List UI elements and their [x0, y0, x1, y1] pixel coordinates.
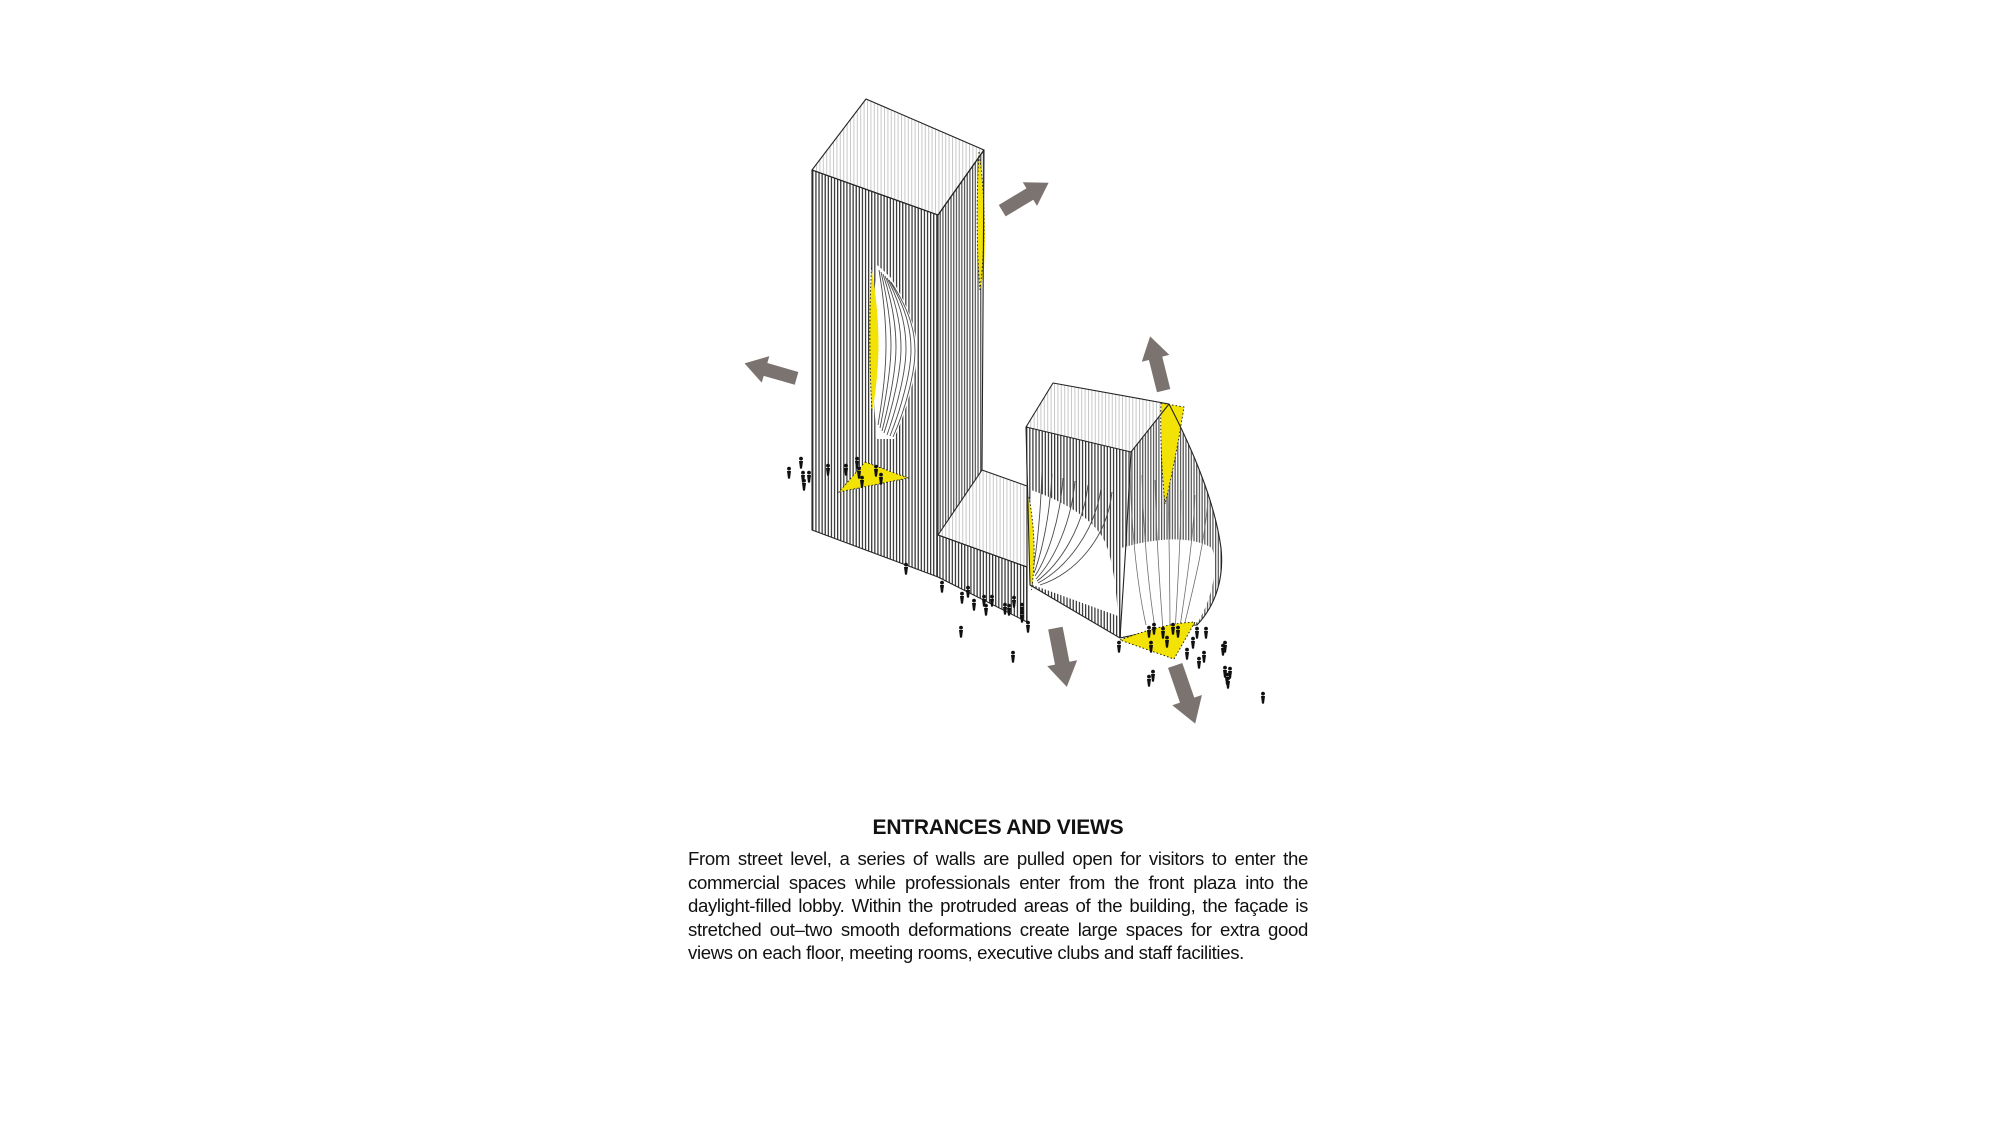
person-figure: [1026, 621, 1030, 633]
person-figure: [959, 626, 963, 638]
person-figure: [1195, 627, 1199, 639]
person-figure: [787, 467, 791, 479]
person-figure: [1197, 657, 1201, 669]
view-arrow-west: [741, 350, 801, 391]
person-figure: [1003, 603, 1007, 615]
person-figure: [904, 563, 908, 575]
person-figure: [966, 586, 970, 598]
caption-block: [688, 816, 1308, 965]
view-arrow-south-right: [1160, 660, 1210, 728]
person-figure: [1191, 637, 1195, 649]
view-arrow-south-left: [1040, 625, 1081, 690]
caption-body: From street level, a series of walls are pulled open for visitors to enter the commercial spaces while professionals enter from the front plaza into the daylight-filled lobby. Within the protruded areas of the building, the façade is stretched out–two smooth deformations create large spaces for extra good views on each floor, meeting rooms, executive clubs and staff facilities.: [688, 848, 1308, 964]
person-figure: [1011, 651, 1015, 663]
person-figure: [1020, 611, 1024, 623]
person-figure: [972, 599, 976, 611]
person-figure: [1117, 641, 1121, 653]
person-figure: [1226, 677, 1230, 689]
person-figure: [1204, 627, 1208, 639]
small-tower: [1026, 383, 1222, 638]
person-figure: [799, 457, 803, 469]
person-figure: [1202, 651, 1206, 663]
caption-title: ENTRANCES AND VIEWS: [872, 816, 1124, 839]
person-figure: [1261, 692, 1265, 704]
person-figure: [1151, 670, 1155, 682]
person-figure: [1185, 648, 1189, 660]
view-arrow-north: [1136, 333, 1177, 394]
person-figure: [960, 592, 964, 604]
person-figure: [984, 604, 988, 616]
person-figure: [1147, 675, 1151, 687]
view-arrow-northeast: [995, 171, 1056, 223]
person-figure: [807, 471, 811, 483]
person-figure: [940, 581, 944, 593]
person-figure: [802, 479, 806, 491]
